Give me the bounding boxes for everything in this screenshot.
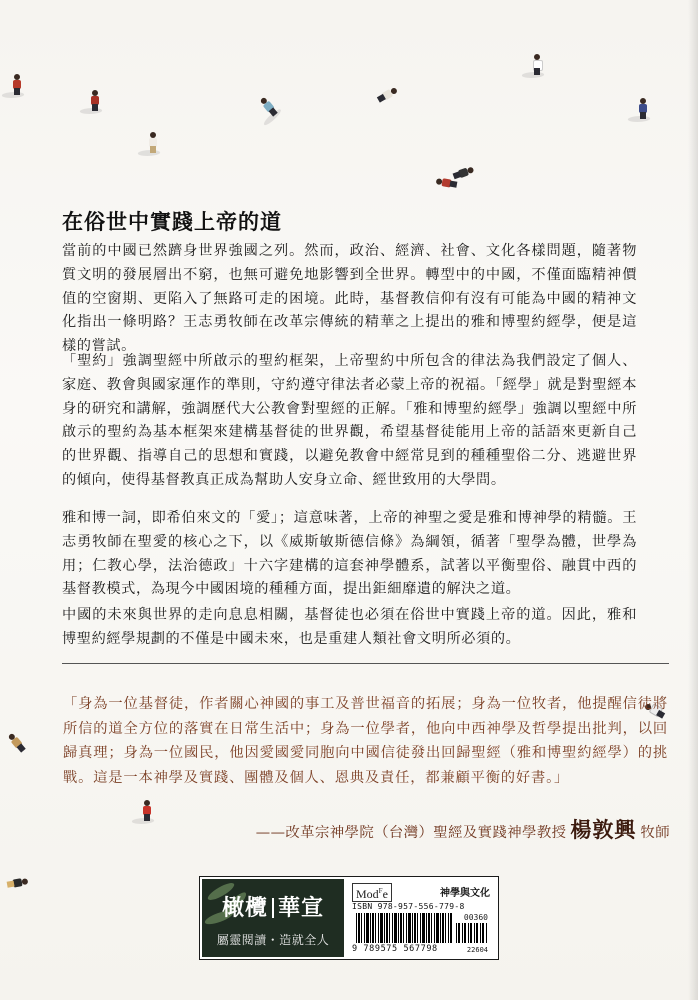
publisher-name xyxy=(202,891,344,922)
figure-illustration xyxy=(5,874,29,892)
attribution-suffix: 牧師 xyxy=(640,825,670,841)
endorser-name: 楊敦興 xyxy=(570,817,637,842)
publisher-name-separator xyxy=(272,898,274,918)
barcode-number: 9 789575 567798 xyxy=(352,944,438,954)
addon-barcode xyxy=(456,923,488,943)
section-divider xyxy=(62,663,669,664)
figure-illustration xyxy=(140,800,154,822)
isbn-area xyxy=(348,879,496,957)
spine-shadow xyxy=(688,0,698,1000)
body-paragraph: 中國的未來與世界的走向息息相關，基督徒也必須在俗世中實踐上帝的道。因此，雅和博聖約經學規劃的不僅是中國未來，也是重建人類社會文明所必須的。 xyxy=(62,607,637,647)
addon-number: 22604 xyxy=(466,946,488,954)
figure-illustration xyxy=(146,132,160,154)
imprint-logo: Mod$^F$e xyxy=(352,883,392,902)
isbn-text: ISBN 978-957-556-779-8 xyxy=(352,902,465,911)
body-paragraph: 當前的中國已然躋身世界強國之列。然而，政治、經濟、社會、文化各樣問題，隨著物質文明的發展層出不窮，也無可避免地影響到全世界。轉型中的中國，不僅面臨精神價值的空窗期、更陷入了無路可走的困境。此時，基督教信仰有沒有可能為中國的精神文化指出一條明路？王志勇牧師在改革宗傳統的精華之上提出的雅和博聖約經學，便是這樣的嘗試。 xyxy=(62,243,637,355)
figure-illustration xyxy=(5,730,30,756)
figure-illustration xyxy=(374,83,400,106)
section-title: 在俗世中實踐上帝的道 xyxy=(62,209,282,234)
endorsement-quote: 「身為一位基督徒，作者關心神國的事工及普世福音的拓展；身為一位牧者，他提醒信徒將所信的道全方位的落實在日常生活中；身為一位學者，他向中西神學及哲學提出批判，以回歸真理；身為一位國民，他因愛國愛同胞向中國信徒發出回歸聖經（雅和博聖約經學）的挑戰。這是一本神學及實踐、團體及個人、恩典及責任，都兼顧平衡的好書。」 xyxy=(63,696,668,786)
figure-illustration xyxy=(88,90,102,112)
figure-illustration xyxy=(636,98,650,120)
isbn-barcode xyxy=(356,913,452,943)
price-code: 00360 xyxy=(463,913,488,922)
body-paragraph: 「聖約」強調聖經中所啟示的聖約框架，上帝聖約中所包含的律法為我們設定了個人、家庭、教會與國家運作的準則，守約遵守律法者必蒙上帝的祝福。「經學」就是對聖經本身的研究和講解，強調歷代大公教會對聖經的正解。「雅和博聖約經學」強調以聖經中所啟示的聖約為基本框架來建構基督徒的世界觀，希望基督徒能用上帝的話語來更新自己的世界觀、指導自己的思想和實踐，以避免教會中經常見到的種種聖俗二分、逃避世界的傾向，使得基督教真正成為幫助人安身立命、經世致用的大學問。 xyxy=(62,353,637,488)
publisher-block xyxy=(199,876,499,960)
figure-illustration xyxy=(530,54,544,76)
figure-illustration xyxy=(10,74,24,96)
publisher-name-right: 華宣 xyxy=(278,896,325,921)
publisher-logo xyxy=(202,879,344,957)
attribution-prefix: ——改革宗神學院（台灣）聖經及實踐神學教授 xyxy=(255,825,567,841)
publisher-name-left: 橄欖 xyxy=(221,896,268,921)
figure-illustration xyxy=(450,163,475,184)
figure-illustration xyxy=(257,94,282,120)
endorsement-attribution xyxy=(256,814,670,844)
publisher-tagline: 屬靈閱讀・造就全人 xyxy=(216,933,330,947)
series-name: 神學與文化 xyxy=(440,888,490,899)
body-paragraph: 雅和博一詞，即希伯來文的「愛」；這意味著，上帝的神聖之愛是雅和博神學的精髓。王志勇牧師在聖愛的核心之下，以《威斯敏斯德信條》為綱領，循著「聖學為體，世學為用；仁教心學，法治德政」十六字建構的這套神學體系，試著以平衡聖俗、融貫中西的基督教模式，為現今中國困境的種種方面，提出鉅細靡遺的解決之道。 xyxy=(62,510,637,598)
